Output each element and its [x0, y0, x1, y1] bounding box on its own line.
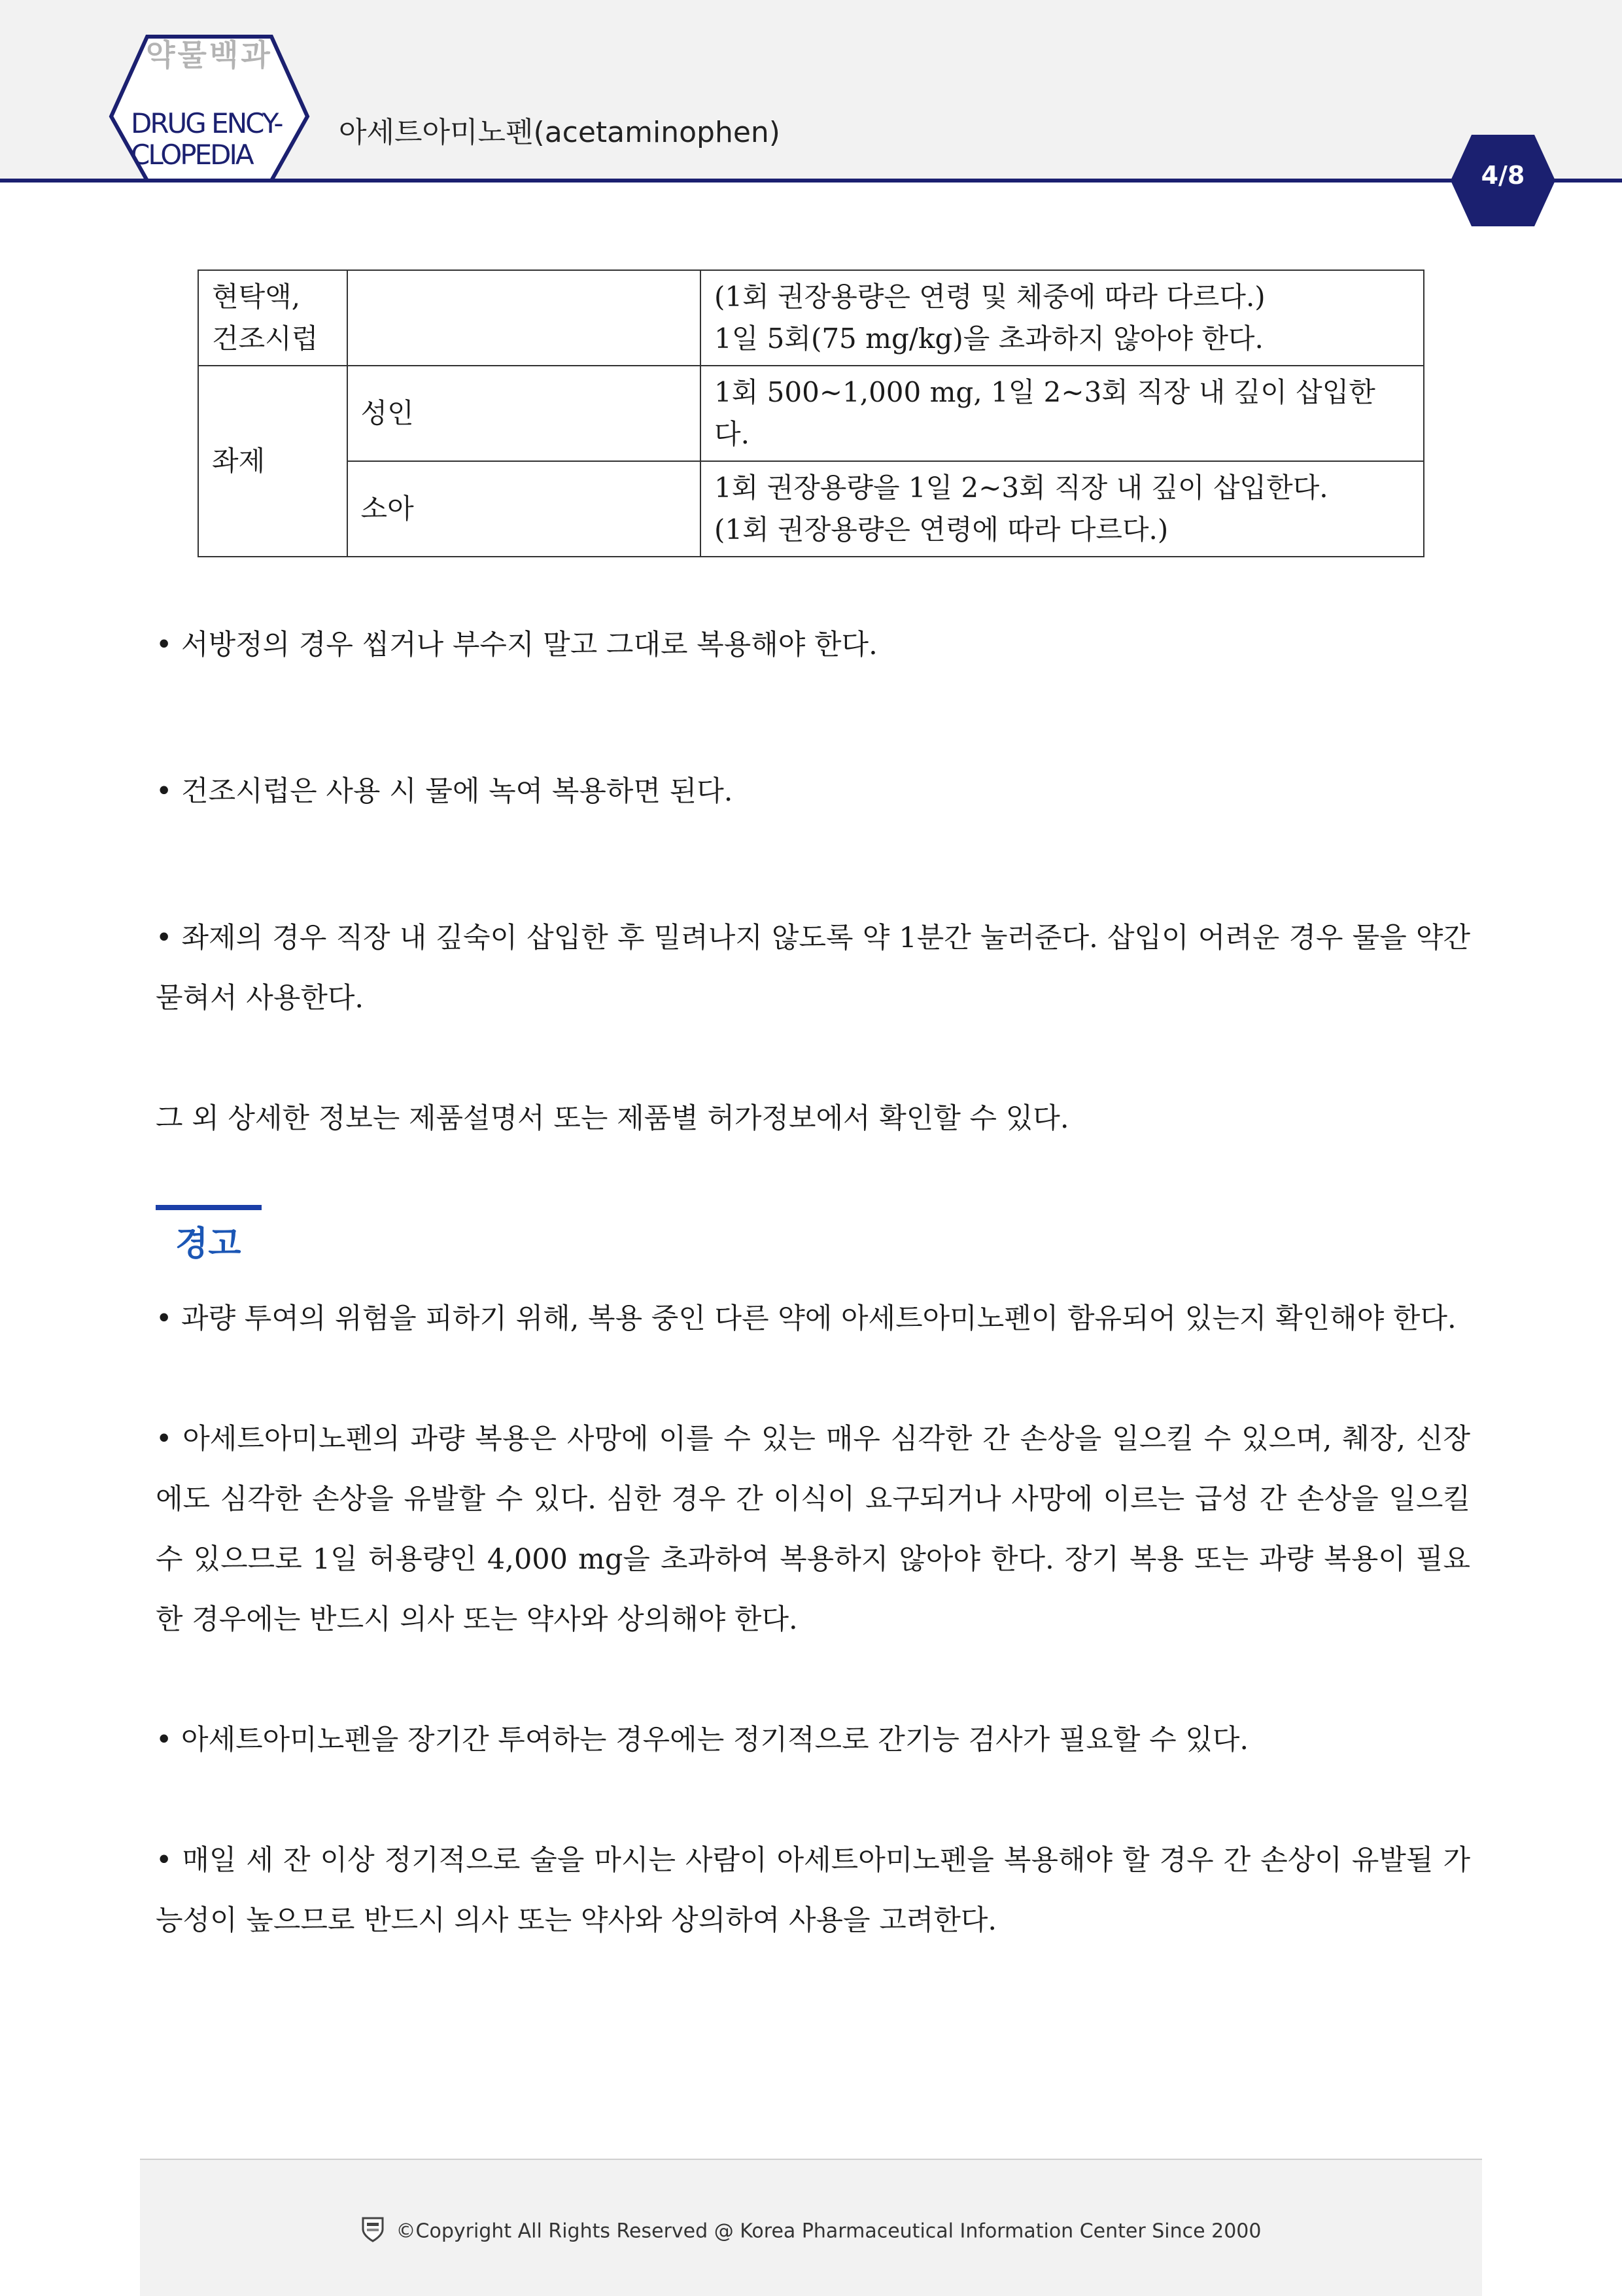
section-title-warning: 경고: [175, 1225, 241, 1264]
usage-note: • 서방정의 경우 씹거나 부수지 말고 그대로 복용해야 한다.: [156, 629, 878, 661]
table-cell-subgroup: [347, 270, 700, 366]
footer-copyright-line: [140, 2216, 1482, 2248]
table-cell-subgroup: 소아: [347, 461, 700, 557]
usage-note: • 건조시럽은 사용 시 물에 녹여 복용하면 된다.: [156, 775, 733, 808]
logo-english: [131, 108, 301, 171]
table-cell-dosage: 1회 500~1,000 mg, 1일 2~3회 직장 내 깊이 삽입한다.: [700, 366, 1424, 461]
table-row: [198, 270, 1424, 366]
table-cell-subgroup: 성인: [347, 366, 700, 461]
warning-item: • 아세트아미노펜을 장기간 투여하는 경우에는 정기적으로 간기능 검사가 필요할 수 있다.: [156, 1724, 1249, 1756]
usage-note: • 좌제의 경우 직장 내 깊숙이 삽입한 후 밀려나지 않도록 약 1분간 눌러준다. 삽입이 어려운 경우 물을 약간 묻혀서 사용한다.: [156, 922, 1470, 1015]
warning-item: • 아세트아미노펜의 과량 복용은 사망에 이를 수 있는 매우 심각한 간 손상을 일으킬 수 있으며, 췌장, 신장에도 심각한 손상을 유발할 수 있다. 심한 경우 간 이식이 요구되거나 사망에 이르는 급성 간 손상을 일으킬 수 있으므로 1일 허용량인 4,000 mg을 초과하여 복용하지 않아야 한다. 장기 복용 또는 과량 복용이 필요한 경우에는 반드시 의사 또는 약사와 상의해야 한다.: [156, 1423, 1470, 1636]
drug-title: 아세트아미노펜(acetaminophen): [339, 116, 780, 149]
logo-english-line: CLOPEDIA: [131, 139, 252, 171]
copyright-text: ©Copyright All Rights Reserved @ Korea Pharmaceutical Information Center Since 2000: [396, 2219, 1262, 2243]
main-content: [156, 615, 1470, 1951]
warning-item: • 매일 세 잔 이상 정기적으로 술을 마시는 사람이 아세트아미노펜을 복용해야 할 경우 간 손상이 유발될 가능성이 높으므로 반드시 의사 또는 약사와 상의하여 사용을 고려한다.: [156, 1844, 1470, 1937]
table-cell-form: 현탁액, 건조시럽: [198, 270, 347, 366]
table-cell-dosage: (1회 권장용량은 연령 및 체중에 따라 다르다.) 1일 5회(75 mg/kg)을 초과하지 않아야 한다.: [700, 270, 1424, 366]
table-cell-form: 좌제: [198, 366, 347, 557]
section-accent-bar: [156, 1205, 262, 1210]
logo-english-line: DRUG ENCY-: [131, 107, 282, 139]
table-cell-dosage: 1회 권장용량을 1일 2~3회 직장 내 깊이 삽입한다. (1회 권장용량은 연령에 따라 다르다.): [700, 461, 1424, 557]
logo-korean: 약물백과: [146, 37, 273, 73]
more-info-text: 그 외 상세한 정보는 제품설명서 또는 제품별 허가정보에서 확인할 수 있다.: [156, 1102, 1069, 1135]
table-row: [198, 366, 1424, 461]
dosage-table: [198, 270, 1424, 557]
table-row: [198, 461, 1424, 557]
warning-item: • 과량 투여의 위험을 피하기 위해, 복용 중인 다른 약에 아세트아미노펜이 함유되어 있는지 확인해야 한다.: [156, 1302, 1457, 1335]
kpic-shield-icon: [361, 2216, 385, 2248]
page-number: 4/8: [1481, 161, 1525, 190]
footer: [140, 2159, 1482, 2296]
